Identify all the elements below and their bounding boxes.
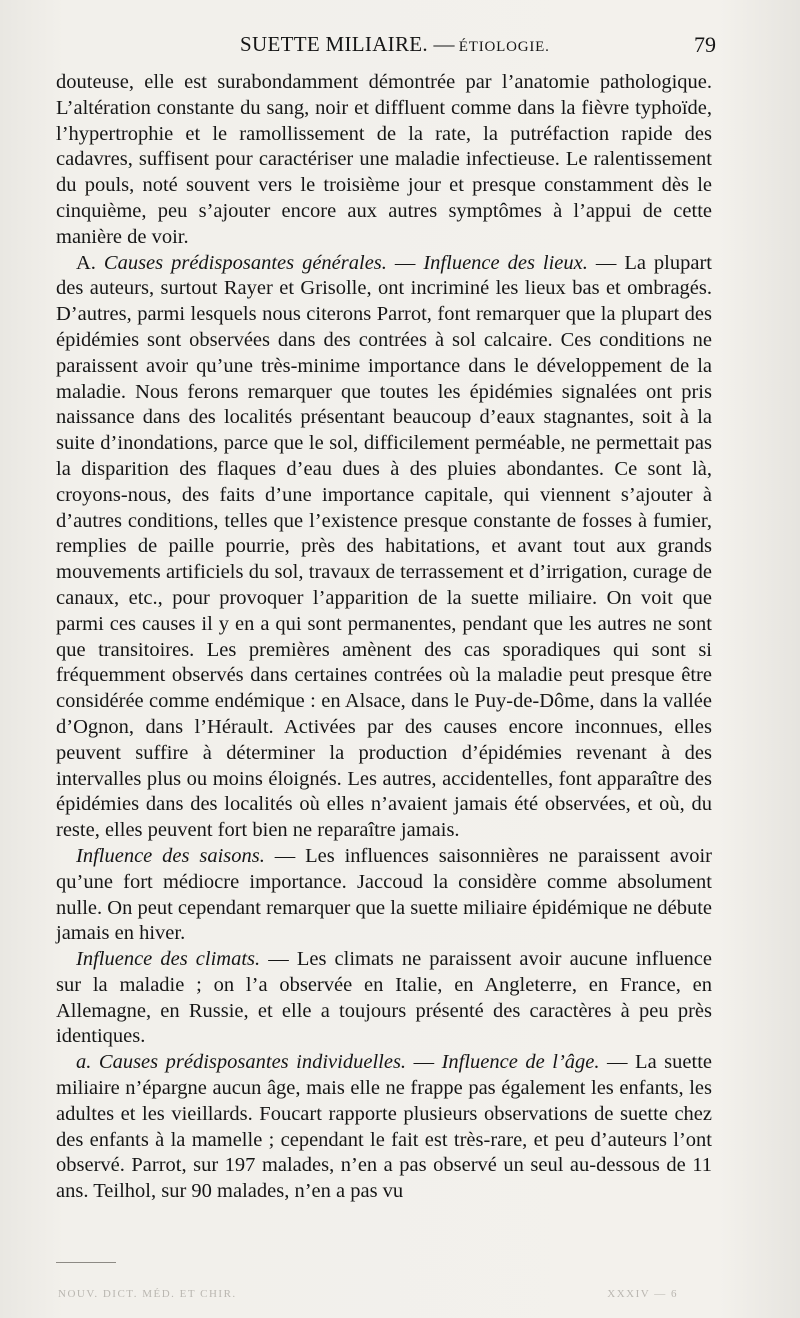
italic-heading: Influence des lieux. <box>423 251 588 274</box>
running-title-main: SUETTE MILIAIRE. — <box>240 32 455 56</box>
footnote-rule <box>56 1262 116 1263</box>
text-run: — <box>406 1051 442 1074</box>
italic-heading: a. Causes prédisposantes individuelles. <box>76 1051 407 1074</box>
paragraph <box>56 844 712 947</box>
italic-heading: Influence des saisons. <box>76 844 265 867</box>
text-run: — Les influences saisonnières ne paraissent avoir qu’une fort médiocre importance. Jaccoud la considère comme absolument nulle. On peut cependant remarquer que la suette miliaire épidémique ne débute jamais en hiver. <box>56 844 712 945</box>
paragraph <box>56 947 712 1050</box>
running-title-section: ÉTIOLOGIE. <box>458 39 550 55</box>
body-text <box>56 70 712 1205</box>
text-run: — <box>386 251 424 274</box>
running-title <box>240 32 550 57</box>
text-run: — La suette miliaire n’épargne aucun âge, mais elle ne frappe pas également les enfants, les adultes et les vieillards. Foucart rapporte plusieurs observations de suette chez des enfants à la mamelle ; cependant le fait est très-rare, et peu d’auteurs l’ont observé. Parrot, sur 197 malades, n’en a pas observé un seul au-dessous de 11 ans. Teilhol, sur 90 malades, n’en a pas vu <box>56 1051 712 1203</box>
text-run: — Les climats ne paraissent avoir aucune influence sur la maladie ; on l’a observée en Italie, en Angleterre, en France, en Allemagne, en Russie, et elle a toujours présenté des caractères à peu près identiques. <box>56 948 712 1048</box>
signature-line: NOUV. DICT. MÉD. ET CHIR. <box>58 1288 237 1300</box>
running-header <box>56 30 716 60</box>
text-run: A. <box>76 251 104 274</box>
page-footer <box>56 1262 712 1302</box>
page-number: 79 <box>694 32 716 57</box>
text-run: — La plupart des auteurs, surtout Rayer et Grisolle, ont incriminé les lieux bas et ombragés. D’autres, parmi lesquels nous citerons Parrot, font remarquer que la plupart des épidémies sont observées dans des contrées à sol calcaire. Ces conditions ne paraissent avoir qu’une très-minime importance dans le développement de la maladie. Nous ferons remarquer que toutes les épidémies signalées ont pris naissance dans des localités présentant beaucoup d’eaux stagnantes, soit à la suite d’inondations, parce que le sol, difficilement perméable, ne permettait pas la disparition des flaques d’eau dues à des pluies abondantes. Ce sont là, croyons-nous, des faits d’une importance capitale, qui viennent s’ajouter à d’autres conditions, telles que l’existence presque constante de fosses à fumier, remplies de paille pourrie, près des habitations, et avant tout aux grands mouvements artificiels du sol, travaux de terrassement et d’irrigation, curage de canaux, etc., pour provoquer l’apparition de la suette miliaire. On voit que parmi ces causes il y en a qui sont permanentes, pendant que les autres ne sont que transitoires. Les premières amènent des cas sporadiques qui sont si fréquemment observés dans certaines contrées où la maladie peut presque être considérée comme endémique : en Alsace, dans le Puy-de-Dôme, dans la vallée d’Ognon, dans l’Hérault. Activées par des causes encore inconnues, elles peuvent suffire à déterminer la production d’épidémies revenant à des intervalles plus ou moins éloignés. Les autres, accidentelles, font apparaître des épidémies dans des localités où elles n’avaient jamais été observées, et où, du reste, elles peuvent fort bien ne reparaître jamais. <box>56 251 712 842</box>
italic-heading: Influence de l’âge. <box>441 1051 600 1074</box>
text-run: douteuse, elle est surabondamment démontrée par l’anatomie pathologique. L’altération constante du sang, noir et diffluent comme dans la fièvre typhoïde, l’hypertrophie et le ramollissement de la rate, la putréfaction rapide des cadavres, suffisent pour caractériser une maladie infectieuse. Le ralentissement du pouls, noté souvent vers le troisième jour et presque constamment dès le cinquième, peu s’ajouter encore aux autres symptômes à l’appui de cette manière de voir. <box>56 71 712 248</box>
paragraph <box>56 251 712 844</box>
italic-heading: Causes prédisposantes générales. <box>103 251 387 274</box>
italic-heading: Influence des climats. <box>76 948 261 971</box>
paragraph <box>56 1050 712 1205</box>
paragraph <box>56 70 712 251</box>
signature-mark: XXXIV — 6 <box>607 1288 678 1300</box>
